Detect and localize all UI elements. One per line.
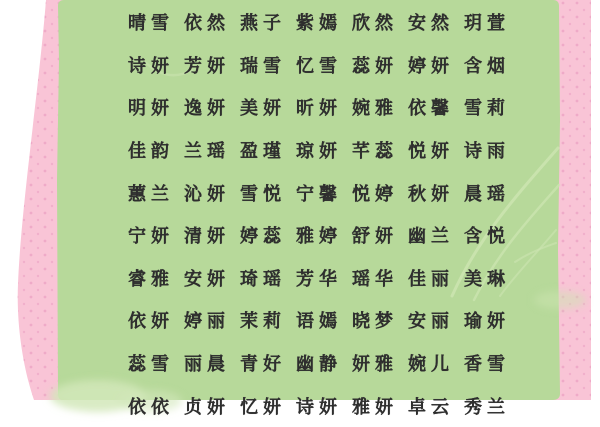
name-item: 香雪 — [464, 354, 510, 375]
name-item: 芳华 — [296, 268, 342, 289]
name-item: 玥萱 — [464, 13, 510, 34]
name-item: 婷丽 — [184, 311, 230, 332]
name-item: 妍雅 — [352, 354, 398, 375]
name-item: 沁妍 — [184, 183, 230, 204]
name-row — [128, 1, 510, 44]
name-row — [128, 384, 510, 427]
name-item: 忆妍 — [240, 396, 286, 417]
name-item: 盈瑾 — [240, 141, 286, 162]
name-item: 依馨 — [408, 98, 454, 119]
name-item: 雅婷 — [296, 226, 342, 247]
name-item: 明妍 — [128, 98, 174, 119]
name-item: 卓云 — [408, 396, 454, 417]
name-item: 蕊雪 — [128, 354, 174, 375]
name-row — [128, 86, 510, 129]
name-item: 蕊妍 — [352, 55, 398, 76]
name-item: 燕子 — [240, 13, 286, 34]
name-item: 瑶华 — [352, 268, 398, 289]
name-item: 琼妍 — [296, 141, 342, 162]
name-item: 婷蕊 — [240, 226, 286, 247]
name-item: 安妍 — [184, 268, 230, 289]
name-item: 贞妍 — [184, 396, 230, 417]
name-item: 宁馨 — [296, 183, 342, 204]
name-item: 兰瑶 — [184, 141, 230, 162]
name-item: 依妍 — [128, 311, 174, 332]
name-item: 佳丽 — [408, 268, 454, 289]
name-row — [128, 44, 510, 87]
name-row — [128, 171, 510, 214]
name-item: 诗雨 — [464, 141, 510, 162]
name-item: 美琳 — [464, 268, 510, 289]
name-item: 晓梦 — [352, 311, 398, 332]
name-item: 芊蕊 — [352, 141, 398, 162]
name-item: 紫嫣 — [296, 13, 342, 34]
name-item: 幽静 — [296, 354, 342, 375]
names-grid — [128, 1, 510, 427]
name-item: 诗妍 — [296, 396, 342, 417]
name-item: 安然 — [408, 13, 454, 34]
name-item: 秀兰 — [464, 396, 510, 417]
name-item: 语嫣 — [296, 311, 342, 332]
name-row — [128, 257, 510, 300]
name-item: 清妍 — [184, 226, 230, 247]
name-item: 丽晨 — [184, 354, 230, 375]
name-item: 幽兰 — [408, 226, 454, 247]
name-item: 依然 — [184, 13, 230, 34]
name-item: 茉莉 — [240, 311, 286, 332]
name-item: 瑜妍 — [464, 311, 510, 332]
name-item: 晴雪 — [128, 13, 174, 34]
name-item: 逸妍 — [184, 98, 230, 119]
name-item: 琦瑶 — [240, 268, 286, 289]
name-item: 婉儿 — [408, 354, 454, 375]
name-item: 晨瑶 — [464, 183, 510, 204]
name-item: 昕妍 — [296, 98, 342, 119]
name-item: 悦妍 — [408, 141, 454, 162]
name-item: 雪莉 — [464, 98, 510, 119]
name-item: 秋妍 — [408, 183, 454, 204]
name-item: 婷妍 — [408, 55, 454, 76]
name-item: 悦婷 — [352, 183, 398, 204]
name-item: 蕙兰 — [128, 183, 174, 204]
name-item: 忆雪 — [296, 55, 342, 76]
name-row — [128, 214, 510, 257]
name-item: 青好 — [240, 354, 286, 375]
name-item: 诗妍 — [128, 55, 174, 76]
name-item: 雅妍 — [352, 396, 398, 417]
name-item: 美妍 — [240, 98, 286, 119]
name-row — [128, 342, 510, 385]
name-row — [128, 299, 510, 342]
name-item: 舒妍 — [352, 226, 398, 247]
name-item: 含悦 — [464, 226, 510, 247]
name-item: 含烟 — [464, 55, 510, 76]
name-item: 瑞雪 — [240, 55, 286, 76]
name-row — [128, 129, 510, 172]
name-item: 欣然 — [352, 13, 398, 34]
name-item: 雪悦 — [240, 183, 286, 204]
name-item: 睿雅 — [128, 268, 174, 289]
name-item: 安丽 — [408, 311, 454, 332]
name-item: 佳韵 — [128, 141, 174, 162]
name-item: 芳妍 — [184, 55, 230, 76]
name-item: 依依 — [128, 396, 174, 417]
name-item: 婉雅 — [352, 98, 398, 119]
name-item: 宁妍 — [128, 226, 174, 247]
